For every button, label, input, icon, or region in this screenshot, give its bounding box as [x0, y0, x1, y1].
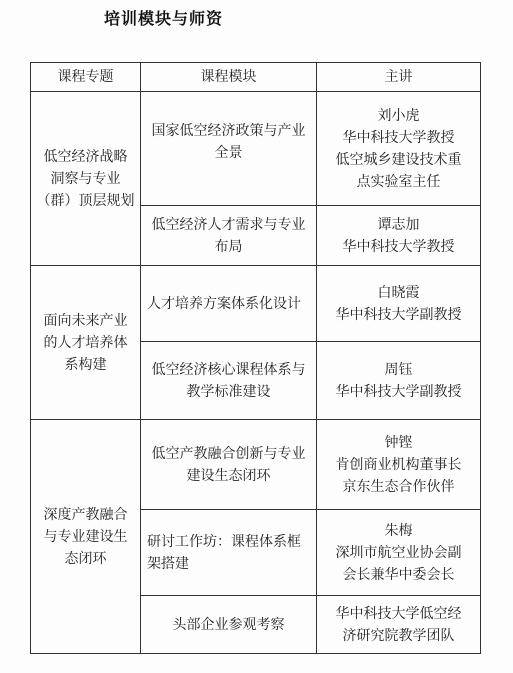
- header-module: 课程模块: [141, 63, 317, 92]
- training-table: [30, 62, 481, 654]
- topic-line: 深度产教融合: [43, 506, 128, 523]
- module-line: 低空产教融合创新与专业: [151, 445, 306, 462]
- module-line: 架搭建: [147, 555, 189, 572]
- module-cell: [141, 596, 317, 654]
- speaker-line: 周钰: [384, 361, 413, 378]
- topic-line: 系构建: [64, 356, 107, 373]
- module-cell: [141, 266, 317, 342]
- module-line: 国家低空经济政策与产业: [151, 123, 306, 139]
- speaker-line: 谭志加: [377, 216, 420, 233]
- table-row: [31, 420, 481, 510]
- table-row: [31, 266, 481, 342]
- topic-line: 洞察与专业: [50, 170, 121, 187]
- header-speaker: 主讲: [317, 63, 481, 92]
- speaker-cell: [317, 206, 481, 266]
- speaker-line: 低空城乡建设技术重: [335, 151, 462, 168]
- speaker-line: 会长兼华中委会长: [342, 566, 455, 583]
- speaker-line: 京东生态合作伙伴: [342, 478, 455, 495]
- speaker-cell: [317, 420, 481, 510]
- speaker-line: 华中科技大学教授: [342, 238, 455, 255]
- topic-line: 面向未来产业: [43, 312, 128, 329]
- module-cell: [141, 92, 317, 206]
- module-line: 研讨工作坊：课程体系框: [147, 533, 301, 550]
- speaker-line: 肯创商业机构董事长: [335, 456, 462, 473]
- speaker-cell: [317, 92, 481, 206]
- speaker-line: 刘小虎: [377, 107, 420, 124]
- speaker-line: 济研究院教学团队: [342, 627, 455, 644]
- module-cell: [141, 510, 317, 596]
- module-line: 低空经济核心课程体系与: [151, 361, 306, 378]
- speaker-line: 华中科技大学副教授: [335, 306, 462, 323]
- speaker-line: 朱梅: [384, 522, 413, 539]
- topic-line: 低空经济战略: [43, 148, 128, 165]
- topic-line: （群）顶层规划: [36, 192, 135, 209]
- speaker-line: 点实验室主任: [356, 173, 441, 190]
- speaker-line: 华中科技大学低空经: [335, 605, 462, 622]
- speaker-line: 钟铿: [384, 434, 413, 451]
- speaker-cell: [317, 510, 481, 596]
- speaker-line: 华中科技大学副教授: [335, 383, 462, 400]
- speaker-cell: [317, 596, 481, 654]
- document-heading: 培训模块与师资: [104, 9, 224, 28]
- topic-cell: [31, 266, 141, 420]
- topic-cell: [31, 92, 141, 266]
- header-topic: 课程专题: [31, 63, 141, 92]
- header-row: [31, 63, 481, 92]
- speaker-cell: [317, 266, 481, 342]
- module-line: 头部企业参观考察: [172, 616, 285, 633]
- module-line: 人才培养方案体系化设计: [147, 295, 301, 312]
- module-cell: [141, 342, 317, 420]
- module-cell: [141, 420, 317, 510]
- topic-cell: [31, 420, 141, 654]
- module-line: 布局: [214, 238, 243, 255]
- topic-line: 态闭环: [64, 550, 107, 567]
- speaker-line: 华中科技大学教授: [342, 129, 455, 146]
- module-line: 全景: [214, 145, 243, 161]
- speaker-cell: [317, 342, 481, 420]
- topic-line: 与专业建设生: [43, 528, 128, 545]
- speaker-line: 白晓霞: [377, 284, 420, 301]
- module-line: 建设生态闭环: [186, 467, 271, 484]
- table-row: [31, 92, 481, 206]
- speaker-line: 深圳市航空业协会副: [335, 544, 462, 561]
- topic-line: 的人才培养体: [43, 334, 128, 351]
- module-cell: [141, 206, 317, 266]
- module-line: 低空经济人才需求与专业: [151, 216, 306, 233]
- module-line: 教学标准建设: [186, 383, 271, 400]
